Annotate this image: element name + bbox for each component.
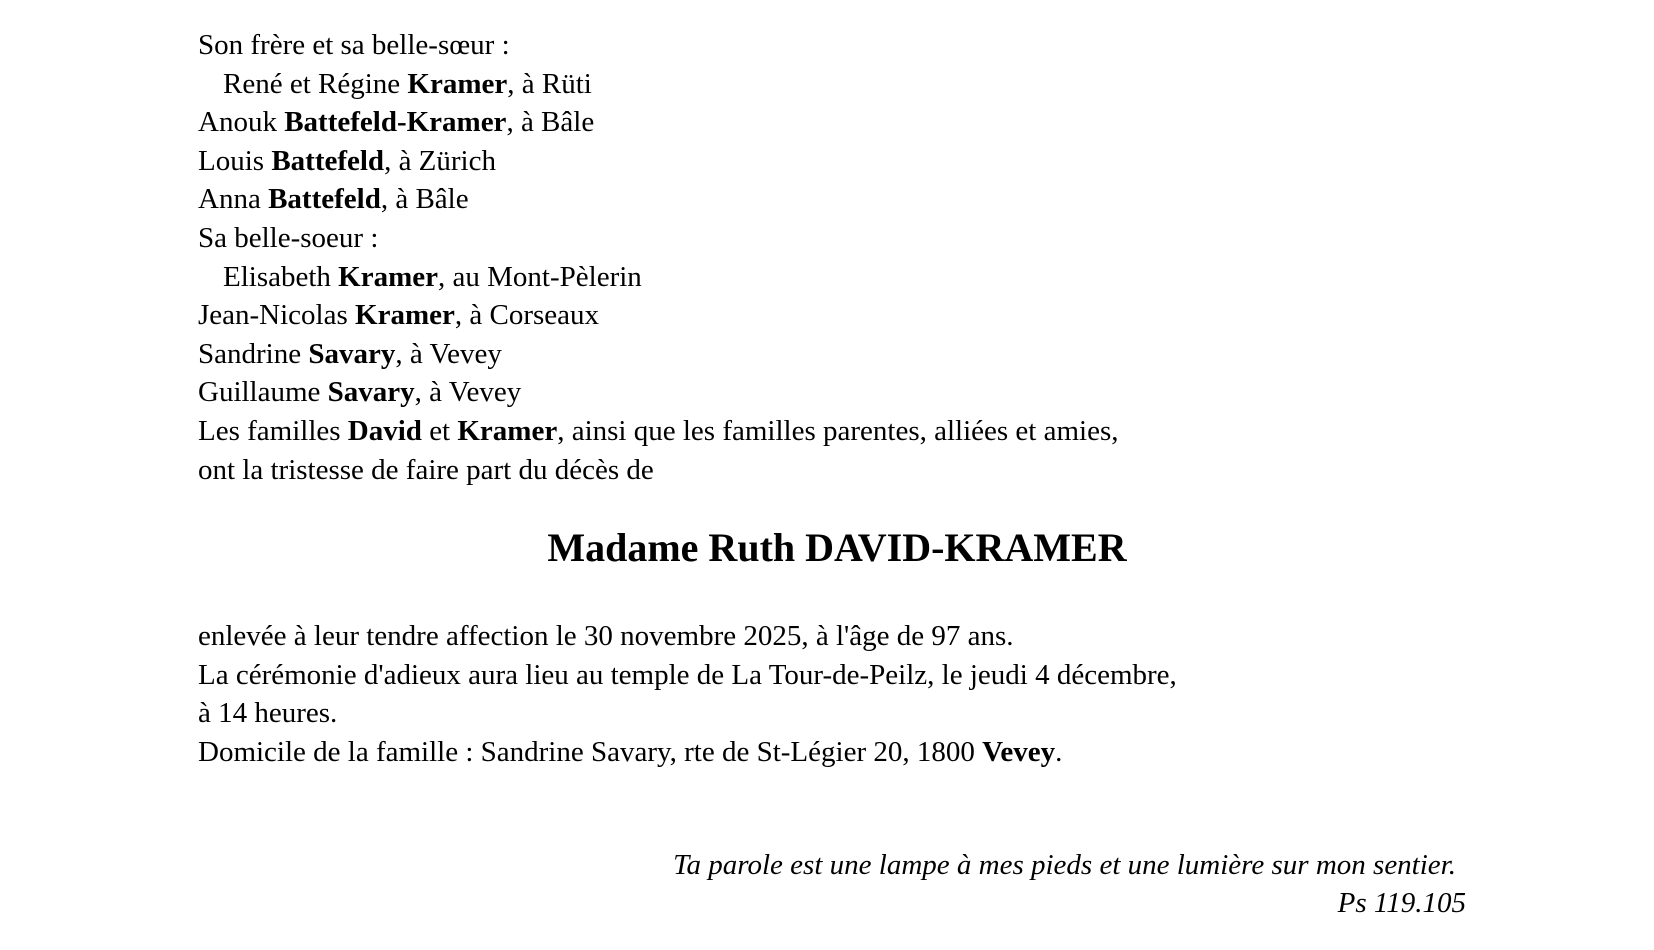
text-segment: enlevée à leur tendre affection le 30 novembre 2025, à l'âge de 97 ans. <box>198 620 1014 652</box>
quote-text: Ta parole est une lampe à mes pieds et une lumière sur mon sentier. <box>673 849 1456 881</box>
surname: Kramer <box>355 299 455 332</box>
surname: Savary <box>327 376 415 409</box>
surname: Battefeld-Kramer <box>284 106 507 139</box>
details-line <box>198 617 1498 656</box>
ceremony-details <box>198 617 1498 771</box>
details-line <box>198 656 1498 695</box>
surname: Kramer <box>457 414 558 447</box>
text-segment: , à Bâle <box>380 183 469 216</box>
family-line <box>198 103 1498 142</box>
text-segment: La cérémonie d'adieux aura lieu au temple de La Tour-de-Peilz, le jeudi 4 décembre, <box>198 658 1177 691</box>
family-line <box>198 412 1498 451</box>
text-segment: , à Vevey <box>414 376 522 409</box>
text-segment: Sa belle-soeur : <box>198 221 379 254</box>
text-segment: , au Mont-Pèlerin <box>438 260 642 293</box>
surname: Savary <box>308 337 396 370</box>
family-line <box>198 219 1498 258</box>
text-segment: , à Bâle <box>506 106 595 139</box>
text-segment: René et Régine <box>223 67 408 100</box>
family-line <box>198 373 1498 412</box>
text-segment: Jean-Nicolas <box>198 299 356 332</box>
surname: Vevey <box>982 735 1056 768</box>
quote-reference: Ps 119.105 <box>1337 887 1466 919</box>
text-segment: , à Vevey <box>395 337 502 370</box>
family-line <box>198 180 1498 219</box>
surname: David <box>347 414 422 447</box>
text-segment: Elisabeth <box>223 260 339 293</box>
text-segment: Sandrine <box>198 337 309 370</box>
family-list <box>198 26 1498 489</box>
surname: Battefeld <box>271 144 385 177</box>
family-line <box>198 296 1498 335</box>
deceased-name: Madame Ruth DAVID-KRAMER <box>547 525 1127 570</box>
text-segment: , à Zürich <box>384 144 496 177</box>
scripture-quote <box>673 846 1466 922</box>
family-line <box>198 65 1498 104</box>
text-segment: Anna <box>198 183 269 216</box>
text-segment: Les familles <box>198 414 348 447</box>
family-line <box>198 335 1498 374</box>
text-segment: . <box>1055 735 1063 768</box>
surname: Kramer <box>407 67 508 100</box>
text-segment: ont la tristesse de faire part du décès de <box>198 453 654 486</box>
text-segment: Louis <box>198 144 272 177</box>
family-line <box>198 26 1498 65</box>
details-line <box>198 694 1498 733</box>
text-segment: Anouk <box>198 106 285 139</box>
family-line <box>198 451 1498 490</box>
surname: Battefeld <box>268 183 381 216</box>
family-line <box>198 258 1498 297</box>
text-segment: Son frère et sa belle-sœur : <box>198 29 510 61</box>
text-segment: à 14 heures. <box>198 697 338 729</box>
text-segment: , à Rüti <box>507 67 592 100</box>
family-line <box>198 142 1498 181</box>
text-segment: , à Corseaux <box>454 299 600 332</box>
text-segment: et <box>421 414 458 447</box>
text-segment: Domicile de la famille : Sandrine Savary, rte de St-Légier 20, 1800 <box>198 735 983 768</box>
text-segment: , ainsi que les familles parentes, alliées et amies, <box>557 414 1119 447</box>
details-line <box>198 733 1498 772</box>
surname: Kramer <box>338 260 439 293</box>
text-segment: Guillaume <box>198 376 328 409</box>
